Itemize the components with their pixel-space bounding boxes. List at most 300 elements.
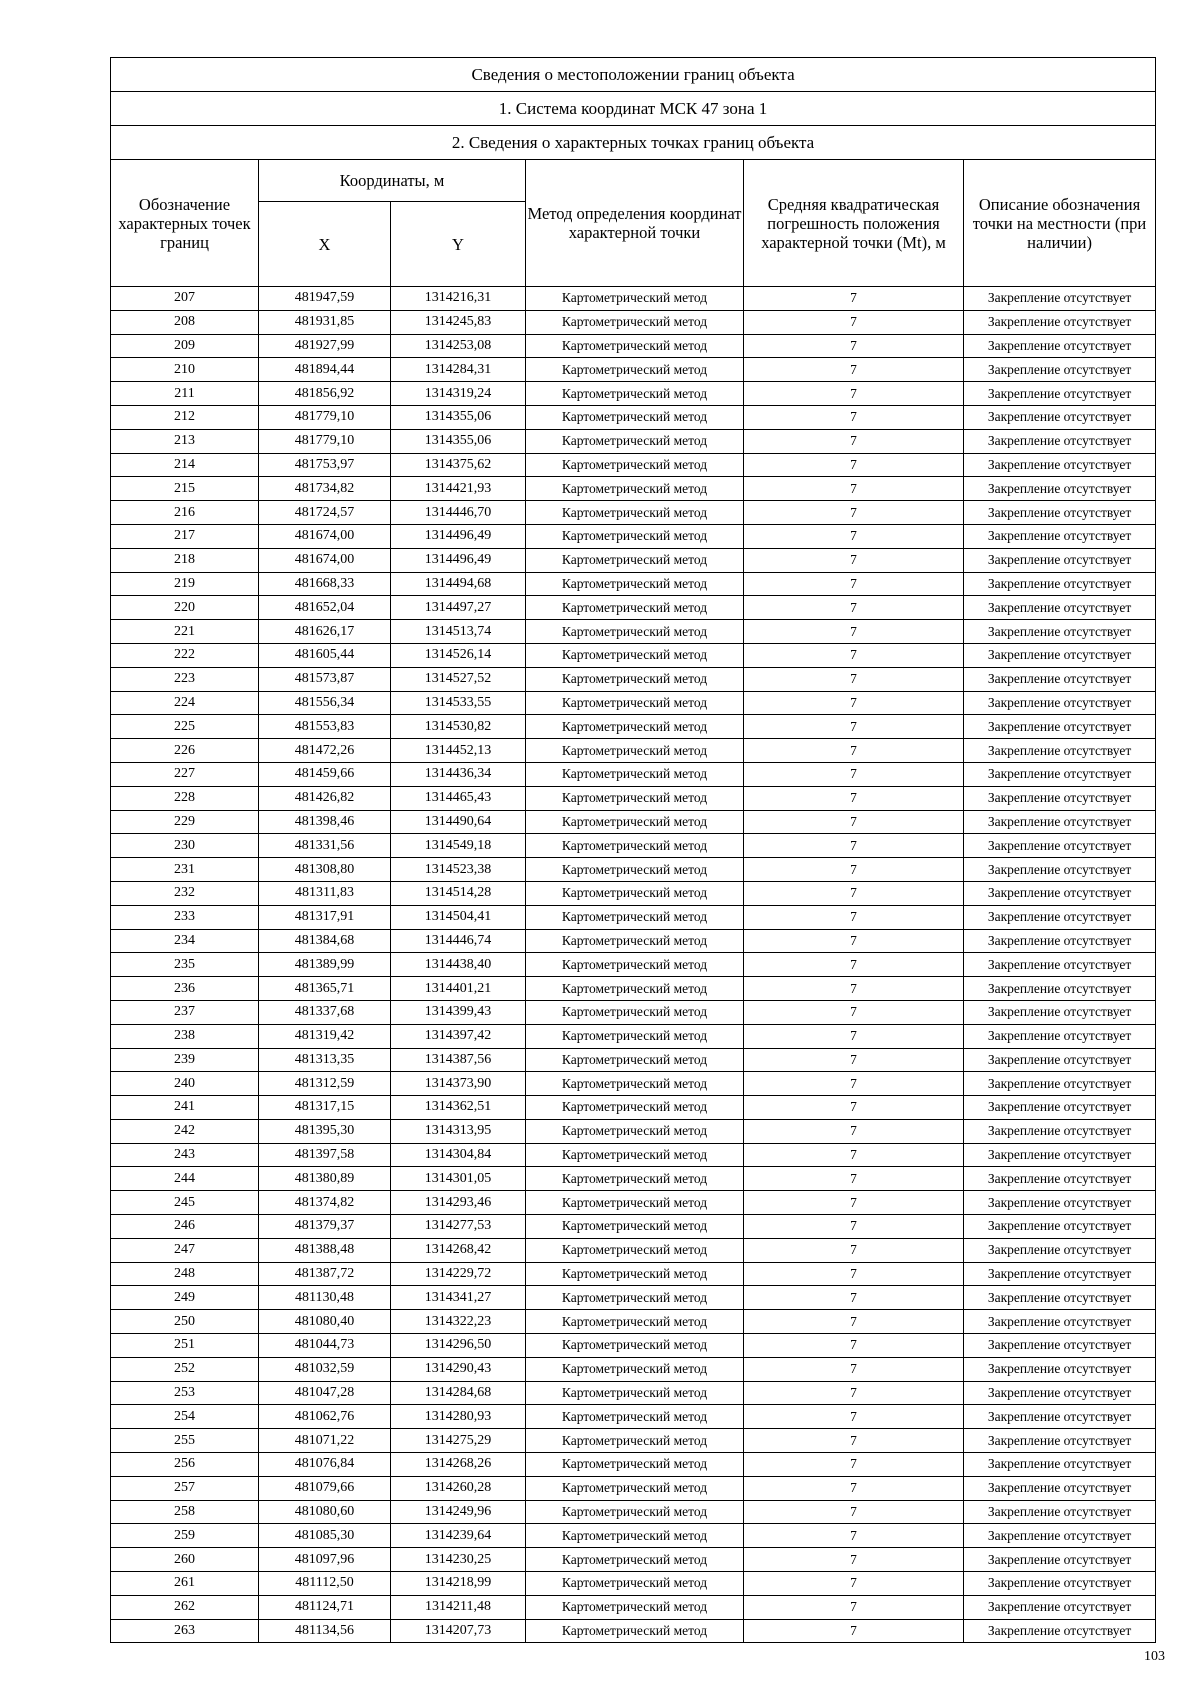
cell-y: 1314355,06 [391,429,526,453]
cell-description: Закрепление отсутствует [964,1619,1156,1643]
table-row [111,1119,1156,1143]
table-row [111,620,1156,644]
cell-y: 1314304,84 [391,1143,526,1167]
cell-point: 228 [111,786,259,810]
cell-method: Картометрический метод [526,881,744,905]
cell-description: Закрепление отсутствует [964,1357,1156,1381]
cell-error: 7 [744,1572,964,1596]
cell-y: 1314253,08 [391,334,526,358]
cell-method: Картометрический метод [526,739,744,763]
cell-x: 481079,66 [259,1476,391,1500]
table-body [111,287,1156,1643]
cell-y: 1314284,68 [391,1381,526,1405]
cell-y: 1314446,74 [391,929,526,953]
table-row [111,1096,1156,1120]
cell-method: Картометрический метод [526,834,744,858]
cell-y: 1314446,70 [391,501,526,525]
table-row [111,1405,1156,1429]
cell-point: 234 [111,929,259,953]
cell-error: 7 [744,1381,964,1405]
cell-point: 223 [111,667,259,691]
cell-description: Закрепление отсутствует [964,1572,1156,1596]
header-description: Описание обозначения точки на местности (при наличии) [964,160,1156,287]
cell-method: Картометрический метод [526,287,744,311]
cell-point: 208 [111,310,259,334]
table-row [111,1310,1156,1334]
cell-method: Картометрический метод [526,1476,744,1500]
cell-point: 225 [111,715,259,739]
cell-method: Картометрический метод [526,1048,744,1072]
cell-x: 481398,46 [259,810,391,834]
cell-error: 7 [744,501,964,525]
cell-description: Закрепление отсутствует [964,1334,1156,1358]
cell-description: Закрепление отсутствует [964,310,1156,334]
table-row [111,834,1156,858]
cell-point: 231 [111,858,259,882]
table-row [111,382,1156,406]
cell-error: 7 [744,762,964,786]
cell-x: 481124,71 [259,1595,391,1619]
boundary-document [110,57,1155,1643]
cell-error: 7 [744,953,964,977]
cell-error: 7 [744,1405,964,1429]
cell-point: 227 [111,762,259,786]
cell-description: Закрепление отсутствует [964,1167,1156,1191]
cell-x: 481365,71 [259,977,391,1001]
table-row [111,691,1156,715]
cell-error: 7 [744,1500,964,1524]
cell-error: 7 [744,834,964,858]
cell-description: Закрепление отсутствует [964,1238,1156,1262]
cell-y: 1314284,31 [391,358,526,382]
cell-method: Картометрический метод [526,1548,744,1572]
cell-x: 481553,83 [259,715,391,739]
cell-description: Закрепление отсутствует [964,620,1156,644]
cell-y: 1314268,26 [391,1453,526,1477]
cell-point: 224 [111,691,259,715]
cell-y: 1314452,13 [391,739,526,763]
cell-error: 7 [744,929,964,953]
cell-y: 1314490,64 [391,810,526,834]
cell-error: 7 [744,643,964,667]
cell-y: 1314465,43 [391,786,526,810]
cell-method: Картометрический метод [526,453,744,477]
cell-x: 481071,22 [259,1429,391,1453]
cell-method: Картометрический метод [526,929,744,953]
cell-point: 256 [111,1453,259,1477]
cell-x: 481927,99 [259,334,391,358]
table-row [111,310,1156,334]
table-row [111,810,1156,834]
cell-error: 7 [744,620,964,644]
cell-description: Закрепление отсутствует [964,477,1156,501]
cell-point: 236 [111,977,259,1001]
cell-x: 481388,48 [259,1238,391,1262]
cell-description: Закрепление отсутствует [964,1262,1156,1286]
cell-y: 1314239,64 [391,1524,526,1548]
cell-method: Картометрический метод [526,1238,744,1262]
cell-error: 7 [744,858,964,882]
table-row [111,643,1156,667]
cell-point: 261 [111,1572,259,1596]
cell-description: Закрепление отсутствует [964,715,1156,739]
cell-x: 481931,85 [259,310,391,334]
cell-error: 7 [744,1167,964,1191]
cell-method: Картометрический метод [526,1524,744,1548]
cell-point: 217 [111,524,259,548]
cell-method: Картометрический метод [526,667,744,691]
cell-description: Закрепление отсутствует [964,1000,1156,1024]
cell-error: 7 [744,572,964,596]
cell-y: 1314293,46 [391,1191,526,1215]
cell-error: 7 [744,334,964,358]
table-row [111,929,1156,953]
cell-x: 481779,10 [259,405,391,429]
cell-point: 230 [111,834,259,858]
cell-method: Картометрический метод [526,1334,744,1358]
cell-y: 1314436,34 [391,762,526,786]
cell-point: 229 [111,810,259,834]
cell-x: 481380,89 [259,1167,391,1191]
cell-point: 232 [111,881,259,905]
cell-error: 7 [744,1429,964,1453]
cell-description: Закрепление отсутствует [964,1024,1156,1048]
cell-error: 7 [744,1119,964,1143]
cell-x: 481724,57 [259,501,391,525]
cell-description: Закрепление отсутствует [964,572,1156,596]
cell-error: 7 [744,1215,964,1239]
cell-description: Закрепление отсутствует [964,524,1156,548]
cell-y: 1314301,05 [391,1167,526,1191]
cell-method: Картометрический метод [526,1310,744,1334]
boundary-points-table [110,57,1156,1643]
table-row [111,1429,1156,1453]
cell-point: 237 [111,1000,259,1024]
cell-x: 481319,42 [259,1024,391,1048]
table-row [111,453,1156,477]
cell-method: Картометрический метод [526,548,744,572]
cell-error: 7 [744,287,964,311]
cell-error: 7 [744,358,964,382]
cell-method: Картометрический метод [526,1000,744,1024]
cell-error: 7 [744,1476,964,1500]
cell-description: Закрепление отсутствует [964,739,1156,763]
cell-description: Закрепление отсутствует [964,1143,1156,1167]
table-row [111,1453,1156,1477]
table-row [111,762,1156,786]
cell-point: 241 [111,1096,259,1120]
cell-x: 481044,73 [259,1334,391,1358]
table-row [111,905,1156,929]
cell-x: 481472,26 [259,739,391,763]
header-method: Метод определения координат характерной точки [526,160,744,287]
cell-error: 7 [744,1096,964,1120]
cell-method: Картометрический метод [526,810,744,834]
cell-x: 481076,84 [259,1453,391,1477]
cell-error: 7 [744,1286,964,1310]
cell-x: 481652,04 [259,596,391,620]
cell-method: Картометрический метод [526,620,744,644]
cell-method: Картометрический метод [526,429,744,453]
cell-method: Картометрический метод [526,501,744,525]
cell-error: 7 [744,429,964,453]
cell-error: 7 [744,810,964,834]
cell-description: Закрепление отсутствует [964,858,1156,882]
cell-point: 243 [111,1143,259,1167]
cell-point: 263 [111,1619,259,1643]
cell-error: 7 [744,596,964,620]
table-row [111,334,1156,358]
cell-method: Картометрический метод [526,1215,744,1239]
header-coords: Координаты, м [259,160,526,202]
cell-method: Картометрический метод [526,477,744,501]
cell-method: Картометрический метод [526,762,744,786]
cell-method: Картометрический метод [526,953,744,977]
cell-point: 257 [111,1476,259,1500]
cell-error: 7 [744,1143,964,1167]
cell-x: 481947,59 [259,287,391,311]
cell-method: Картометрический метод [526,382,744,406]
cell-point: 238 [111,1024,259,1048]
cell-y: 1314526,14 [391,643,526,667]
cell-x: 481337,68 [259,1000,391,1024]
cell-x: 481311,83 [259,881,391,905]
cell-error: 7 [744,739,964,763]
cell-x: 481459,66 [259,762,391,786]
cell-point: 220 [111,596,259,620]
cell-description: Закрепление отсутствует [964,1595,1156,1619]
cell-description: Закрепление отсутствует [964,405,1156,429]
cell-x: 481626,17 [259,620,391,644]
cell-point: 242 [111,1119,259,1143]
cell-error: 7 [744,1357,964,1381]
table-row [111,881,1156,905]
cell-description: Закрепление отсутствует [964,643,1156,667]
cell-method: Картометрический метод [526,1500,744,1524]
table-row [111,1262,1156,1286]
cell-y: 1314260,28 [391,1476,526,1500]
cell-error: 7 [744,1595,964,1619]
cell-y: 1314497,27 [391,596,526,620]
cell-error: 7 [744,477,964,501]
header-point: Обозначение характерных точек границ [111,160,259,287]
cell-y: 1314513,74 [391,620,526,644]
cell-error: 7 [744,786,964,810]
cell-method: Картометрический метод [526,1572,744,1596]
cell-error: 7 [744,905,964,929]
cell-x: 481080,40 [259,1310,391,1334]
cell-point: 235 [111,953,259,977]
cell-y: 1314533,55 [391,691,526,715]
table-row [111,477,1156,501]
cell-description: Закрепление отсутствует [964,548,1156,572]
cell-error: 7 [744,310,964,334]
cell-point: 262 [111,1595,259,1619]
table-row [111,405,1156,429]
cell-y: 1314387,56 [391,1048,526,1072]
cell-description: Закрепление отсутствует [964,1215,1156,1239]
cell-y: 1314341,27 [391,1286,526,1310]
cell-method: Картометрический метод [526,715,744,739]
cell-error: 7 [744,1238,964,1262]
table-row [111,1334,1156,1358]
cell-x: 481313,35 [259,1048,391,1072]
cell-point: 255 [111,1429,259,1453]
cell-x: 481395,30 [259,1119,391,1143]
cell-error: 7 [744,1619,964,1643]
cell-error: 7 [744,881,964,905]
cell-description: Закрепление отсутствует [964,1286,1156,1310]
cell-error: 7 [744,453,964,477]
cell-y: 1314496,49 [391,524,526,548]
cell-y: 1314245,83 [391,310,526,334]
cell-description: Закрепление отсутствует [964,358,1156,382]
cell-y: 1314494,68 [391,572,526,596]
cell-point: 216 [111,501,259,525]
cell-method: Картометрический метод [526,1286,744,1310]
cell-error: 7 [744,1024,964,1048]
cell-point: 240 [111,1072,259,1096]
cell-point: 260 [111,1548,259,1572]
cell-method: Картометрический метод [526,1429,744,1453]
cell-y: 1314421,93 [391,477,526,501]
cell-y: 1314530,82 [391,715,526,739]
header-error: Средняя квадратическая погрешность положения характерной точки (Mt), м [744,160,964,287]
cell-error: 7 [744,382,964,406]
cell-error: 7 [744,1191,964,1215]
table-row [111,501,1156,525]
cell-point: 251 [111,1334,259,1358]
cell-method: Картометрический метод [526,858,744,882]
cell-method: Картометрический метод [526,1405,744,1429]
cell-error: 7 [744,977,964,1001]
cell-y: 1314401,21 [391,977,526,1001]
cell-y: 1314230,25 [391,1548,526,1572]
cell-description: Закрепление отсутствует [964,667,1156,691]
cell-error: 7 [744,405,964,429]
cell-description: Закрепление отсутствует [964,762,1156,786]
table-row [111,1381,1156,1405]
cell-point: 239 [111,1048,259,1072]
table-row [111,1191,1156,1215]
cell-y: 1314211,48 [391,1595,526,1619]
cell-y: 1314523,38 [391,858,526,882]
cell-method: Картометрический метод [526,1595,744,1619]
cell-x: 481556,34 [259,691,391,715]
cell-method: Картометрический метод [526,643,744,667]
table-row [111,596,1156,620]
cell-y: 1314275,29 [391,1429,526,1453]
cell-method: Картометрический метод [526,1357,744,1381]
cell-description: Закрепление отсутствует [964,929,1156,953]
cell-description: Закрепление отсутствует [964,382,1156,406]
cell-description: Закрепление отсутствует [964,1191,1156,1215]
cell-y: 1314514,28 [391,881,526,905]
cell-y: 1314296,50 [391,1334,526,1358]
cell-point: 210 [111,358,259,382]
cell-y: 1314322,23 [391,1310,526,1334]
cell-y: 1314249,96 [391,1500,526,1524]
cell-point: 214 [111,453,259,477]
cell-y: 1314319,24 [391,382,526,406]
cell-x: 481779,10 [259,429,391,453]
cell-x: 481573,87 [259,667,391,691]
cell-point: 207 [111,287,259,311]
cell-method: Картометрический метод [526,1096,744,1120]
cell-x: 481384,68 [259,929,391,953]
cell-description: Закрепление отсутствует [964,834,1156,858]
cell-error: 7 [744,691,964,715]
cell-description: Закрепление отсутствует [964,1096,1156,1120]
cell-method: Картометрический метод [526,1619,744,1643]
cell-x: 481374,82 [259,1191,391,1215]
cell-description: Закрепление отсутствует [964,501,1156,525]
cell-description: Закрепление отсутствует [964,1429,1156,1453]
cell-x: 481379,37 [259,1215,391,1239]
cell-x: 481317,91 [259,905,391,929]
table-row [111,1572,1156,1596]
cell-y: 1314216,31 [391,287,526,311]
cell-description: Закрепление отсутствует [964,334,1156,358]
cell-method: Картометрический метод [526,905,744,929]
table-row [111,1548,1156,1572]
table-row [111,739,1156,763]
cell-x: 481674,00 [259,548,391,572]
cell-method: Картометрический метод [526,1453,744,1477]
table-row [111,1595,1156,1619]
cell-error: 7 [744,667,964,691]
table-row [111,1143,1156,1167]
cell-description: Закрепление отсутствует [964,1453,1156,1477]
cell-point: 258 [111,1500,259,1524]
cell-x: 481387,72 [259,1262,391,1286]
cell-x: 481312,59 [259,1072,391,1096]
section-title: 2. Сведения о характерных точках границ объекта [111,126,1156,160]
cell-x: 481605,44 [259,643,391,667]
cell-error: 7 [744,1262,964,1286]
cell-point: 218 [111,548,259,572]
table-row [111,1000,1156,1024]
cell-x: 481130,48 [259,1286,391,1310]
cell-method: Картометрический метод [526,1167,744,1191]
table-row [111,1619,1156,1643]
table-row [111,1048,1156,1072]
cell-x: 481856,92 [259,382,391,406]
cell-y: 1314207,73 [391,1619,526,1643]
cell-method: Картометрический метод [526,334,744,358]
table-row [111,548,1156,572]
cell-x: 481112,50 [259,1572,391,1596]
cell-description: Закрепление отсутствует [964,1119,1156,1143]
cell-description: Закрепление отсутствует [964,1310,1156,1334]
cell-method: Картометрический метод [526,310,744,334]
cell-description: Закрепление отсутствует [964,905,1156,929]
table-row [111,358,1156,382]
cell-description: Закрепление отсутствует [964,1381,1156,1405]
cell-point: 253 [111,1381,259,1405]
cell-description: Закрепление отсутствует [964,1524,1156,1548]
cell-method: Картометрический метод [526,786,744,810]
cell-x: 481426,82 [259,786,391,810]
cell-y: 1314549,18 [391,834,526,858]
cell-method: Картометрический метод [526,358,744,382]
cell-x: 481134,56 [259,1619,391,1643]
table-row [111,1072,1156,1096]
cell-x: 481080,60 [259,1500,391,1524]
cell-x: 481331,56 [259,834,391,858]
table-row [111,1215,1156,1239]
cell-description: Закрепление отсутствует [964,596,1156,620]
